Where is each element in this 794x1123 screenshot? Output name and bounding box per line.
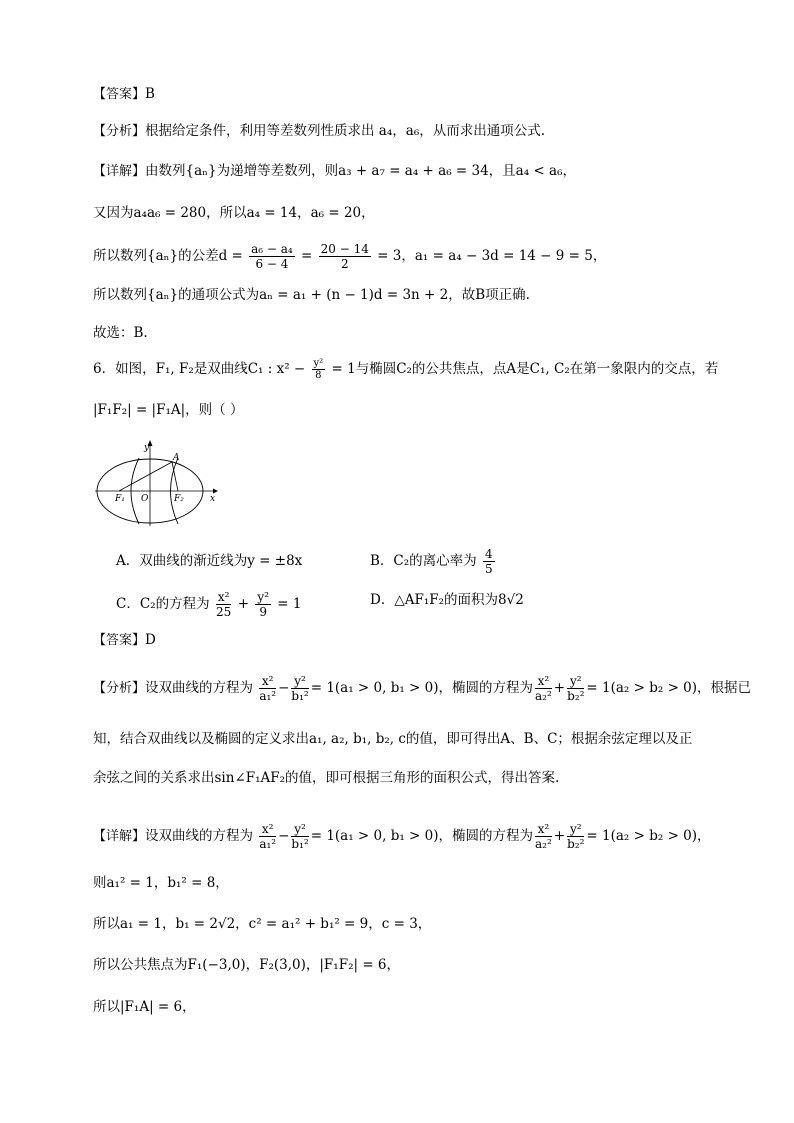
frac-num: x² [259,674,276,689]
analysis-tag: 【分析】 [93,681,146,696]
frac-den: b₂² [567,837,585,851]
frac-den: 2 [340,257,349,271]
q6-stem-pre: 6．如图，F₁, F₂是双曲线C₁ : x² − [93,361,306,377]
q6-detail-line-3: 所以a₁ = 1，b₁ = 2√2，c² = a₁² + b₁² = 9，c = 3， [93,916,432,932]
label-f2: F₂ [174,494,184,504]
option-c-prefix: C．C₂的方程为 [116,596,210,612]
frac-num: y² [313,358,324,369]
q6-analysis-pre: 设双曲线的方程为 [145,680,254,696]
label-y: y [144,443,150,453]
q5-detail-line-3: 所以数列{aₙ}的公差d = $\frac{\text{a₆ − a₄}}{6 - 4}$ = $\frac{20 - 14}{2}$ = 3，a₁ = a₄ − 3d = 14 − 9 = 5， [93,242,607,271]
hyperbola-x-fraction [259,822,276,851]
q5-detail-text-1: 由数列{aₙ}为递增等差数列，则a₃ + a₇ = a₄ + a₆ = 34，且a₄ < a₆， [145,163,576,179]
plus-sign: + [553,828,566,844]
q5-conclusion: 故选：B. [93,325,148,341]
frac-num: x² [259,822,276,837]
frac-num: x² [217,590,230,604]
q6-option-a: A．双曲线的渐近线为y = ±8x [116,553,303,569]
option-c-suffix: = 1 [277,596,302,612]
ellipse-condition: = 1(a₂ > b₂ > 0)，根据已 [586,680,752,696]
frac-num: y² [567,822,584,837]
frac-den: a₁² [259,689,277,703]
frac-num: y² [567,674,584,689]
frac-num: y² [291,822,308,837]
q6-detail-line-2: 则a₁² = 1，b₁² = 8， [93,875,229,891]
q6-stem-line-1 [93,358,718,381]
option-b-prefix: B．C₂的离心率为 [370,553,477,569]
frac-num: x² [535,822,552,837]
detail-tag: 【详解】 [93,829,146,844]
q6-answer-value: D [145,632,156,648]
frac-num: y² [257,590,269,604]
answer-tag: 【答案】 [93,87,146,102]
q5-detail-line-1 [93,161,576,182]
frac-num: 20 − 14 [320,242,369,256]
minus-sign: − [278,828,290,844]
q5-diff-prefix: 所以数列{aₙ}的公差d = [93,248,243,264]
hyperbola-y-fraction [291,822,308,851]
ellipse-y-fraction [567,822,584,851]
q6-detail-line-5: 所以|F₁A| = 6， [93,999,196,1015]
frac-den: b₂² [567,689,585,703]
q5-diff-fraction-1 [249,242,295,271]
q6-stem-post: = 1与椭圆C₂的公共焦点，点A是C₁, C₂在第一象限内的交点，若 [331,361,719,377]
minus-sign: − [278,680,290,696]
label-a: A [173,453,180,463]
q5-detail-line-2: 又因为a₄a₆ = 280，所以a₄ = 14，a₆ = 20， [93,205,375,221]
q6-detail-line-4: 所以公共焦点为F₁(−3,0)，F₂(3,0)，|F₁F₂| = 6， [93,957,401,973]
q5-answer-line [93,84,155,105]
label-x: x [210,494,216,504]
q6-detail-pre: 设双曲线的方程为 [145,828,254,844]
ellipse-condition: = 1(a₂ > b₂ > 0)， [586,828,711,844]
q5-diff-fraction-2 [319,242,371,271]
ellipse-x-fraction [535,822,552,851]
hyperbola-condition: = 1(a₁ > 0, b₁ > 0)，椭圆的方程为 [310,828,534,844]
q6-stem-line-2: |F₁F₂| = |F₁A|，则（ ） [93,402,244,418]
q6-answer-line [93,630,156,651]
label-f1: F₁ [115,494,125,504]
frac-den: a₁² [259,837,277,851]
frac-den: 25 [216,605,232,619]
segment-f1-a [119,462,172,491]
frac-num: x² [535,674,552,689]
analysis-tag: 【分析】 [93,124,146,139]
ellipse-x-fraction [535,674,552,703]
q5-diff-suffix: = 3，a₁ = a₄ − 3d = 14 − 9 = 5， [377,248,607,264]
q6-analysis-line-3: 余弦之间的关系求出sin∠F₁AF₂的值，即可根据三角形的面积公式，得出答案. [93,770,560,786]
answer-tag: 【答案】 [93,633,146,648]
q6-stem-fraction [312,358,326,381]
frac-den: b₁² [291,837,309,851]
frac-den: 6 − 4 [255,257,289,271]
frac-den: b₁² [291,689,309,703]
option-c-fraction-2 [255,590,271,619]
frac-num: y² [291,674,308,689]
hyperbola-x-fraction [259,674,276,703]
q6-option-d: D．△AF₁F₂的面积为8√2 [370,592,524,608]
q5-answer-value: B [145,86,155,102]
q6-analysis-line-2: 知，结合双曲线以及椭圆的定义求出a₁, a₂, b₁, b₂, c的值，即可得出A、B、C；根据余弦定理以及正 [93,731,693,747]
detail-tag: 【详解】 [93,164,146,179]
frac-den: a₂² [535,689,552,703]
frac-den: 9 [259,605,267,619]
q5-analysis-text: 根据给定条件，利用等差数列性质求出 a₄，a₆，从而求出通项公式. [145,123,546,139]
ellipse-y-fraction [567,674,584,703]
q5-detail-line-4: 所以数列{aₙ}的通项公式为aₙ = a₁ + (n − 1)d = 3n + 2，故B项正确. [93,287,530,303]
frac-den: 8 [315,370,322,381]
q6-option-c [116,590,301,619]
q6-analysis-line-1 [93,674,751,703]
frac-num: a₆ − a₄ [251,242,293,256]
q6-detail-line-1 [93,822,711,851]
x-axis-arrow [213,489,218,494]
hyperbola-condition: = 1(a₁ > 0, b₁ > 0)，椭圆的方程为 [310,680,534,696]
frac-den: 5 [484,562,493,576]
q6-option-b [370,547,497,576]
frac-num: 4 [484,547,493,561]
q6-figure [93,438,223,530]
option-b-fraction [483,547,495,576]
plus-sign: + [553,680,566,696]
label-o: O [141,494,149,504]
frac-den: a₂² [535,837,552,851]
option-c-fraction-1 [216,590,232,619]
option-c-plus: + [237,596,250,612]
q5-analysis-line [93,121,545,142]
hyperbola-y-fraction [291,674,308,703]
